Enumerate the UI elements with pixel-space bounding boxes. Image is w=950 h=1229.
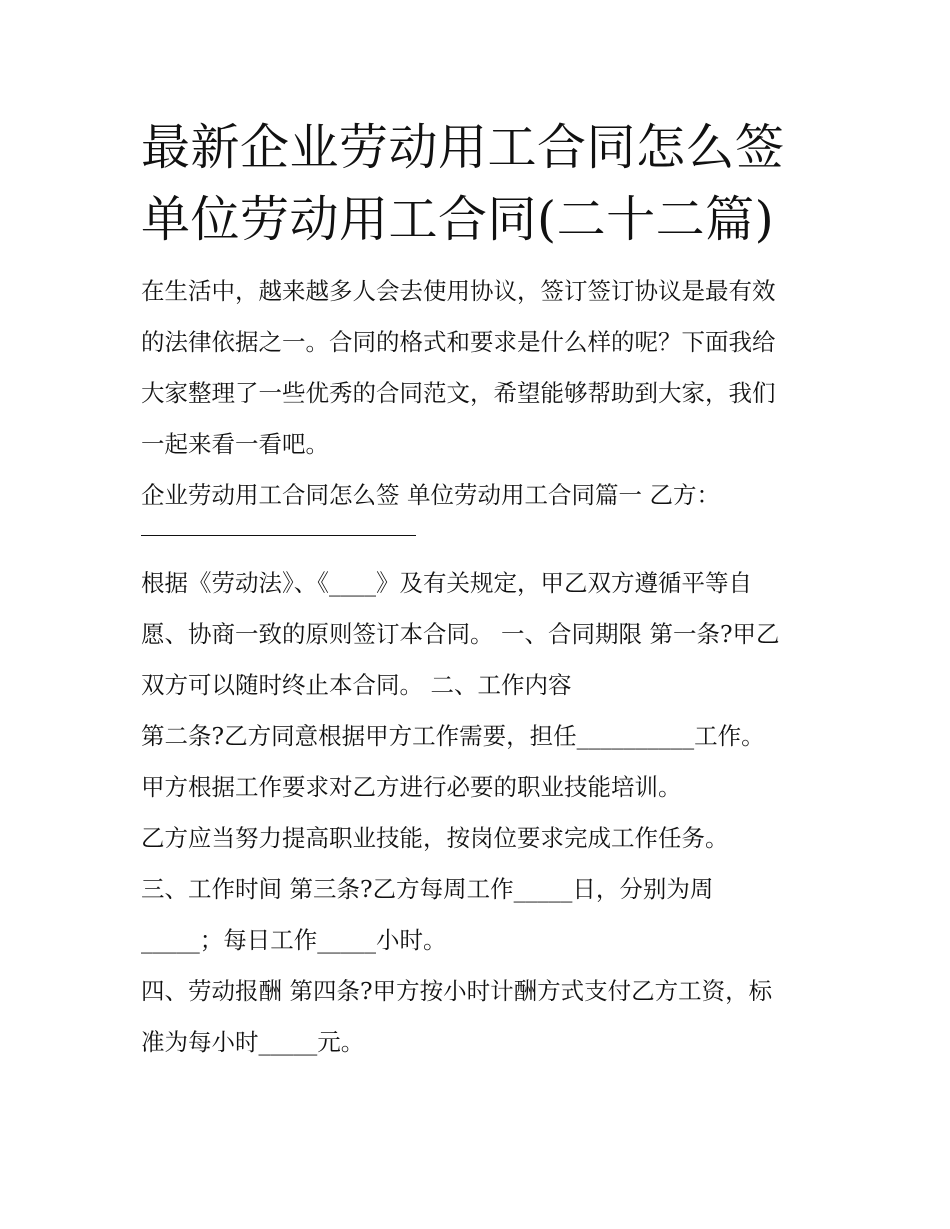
text-line: 愿、协商一致的原则签订本合同。 一、合同期限 第一条?甲乙 [141,620,780,648]
text-line: 三、工作时间 第三条?乙方每周工作_____日，分别为周 [141,875,714,903]
text-line: 企业劳动用工合同怎么签 单位劳动用工合同篇一 乙方： [141,481,720,509]
text-line: 四、劳动报酬 第四条?甲方按小时计酬方式支付乙方工资，标 [141,977,773,1005]
text-line: 的法律依据之一。合同的格式和要求是什么样的呢？下面我给 [141,328,776,356]
document-page [141,112,821,1068]
text-line: 甲方根据工作要求对乙方进行必要的职业技能培训。 [141,773,682,801]
text-line: 根据《劳动法》、《____》及有关规定，甲乙双方遵循平等自 [141,569,752,597]
clause-paragraph [141,558,821,1068]
text-line: 一起来看一看吧。 [141,430,329,458]
text-line: 乙方应当努力提高职业技能，按岗位要求完成工作任务。 [141,824,729,852]
section-heading [141,470,821,521]
title-line: 单位劳动用工合同(二十二篇) [141,191,775,248]
text-line: 在生活中，越来越多人会去使用协议，签订签订协议是最有效 [141,277,776,305]
signature-blank-line [141,535,416,536]
text-line: 第二条?乙方同意根据甲方工作需要，担任__________工作。 [141,722,765,750]
text-line: 准为每小时_____元。 [141,1028,365,1056]
text-line: 双方可以随时终止本合同。 二、工作内容 [141,671,572,699]
document-title [141,112,821,256]
document-body [141,266,821,1068]
title-line: 最新企业劳动用工合同怎么签 [141,119,785,176]
intro-paragraph [141,266,821,470]
text-line: 大家整理了一些优秀的合同范文，希望能够帮助到大家，我们 [141,379,776,407]
text-line: _____；每日工作_____小时。 [141,926,447,954]
